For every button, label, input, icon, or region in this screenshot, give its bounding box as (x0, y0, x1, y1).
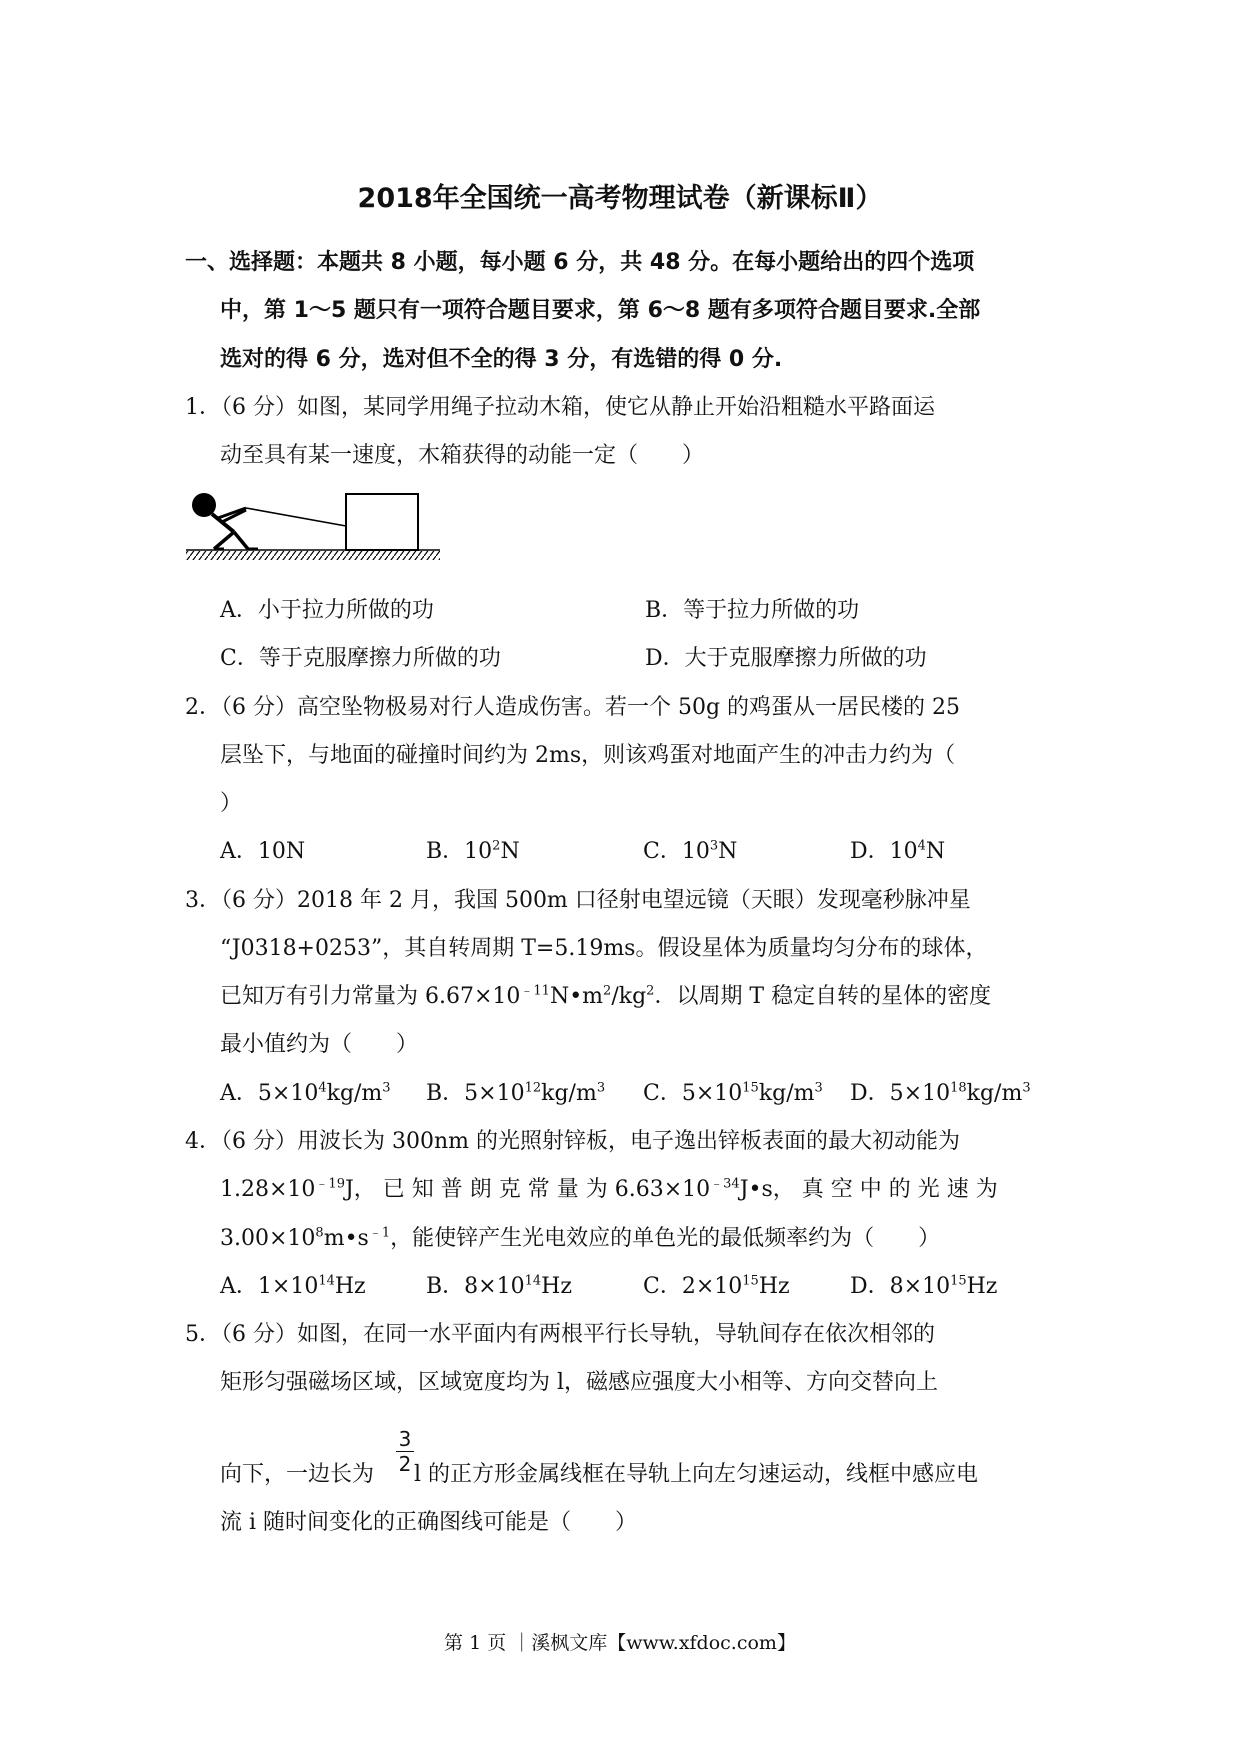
q3-stem-line-2: “J0318+0253”，其自转周期 T=5.19ms。假设星体为质量均匀分布的球体， (220, 936, 988, 961)
q4-option-d: D．$8\times 10^{15}Hz$ (850, 1273, 998, 1299)
q4-option-c: C．$2\times 10^{15}Hz$ (643, 1273, 790, 1299)
q2-option-b: B．$10^2N$ (426, 838, 520, 864)
wooden-box (346, 494, 418, 550)
q5-stem-line-4: 流 i 随时间变化的正确图线可能是（ ） (220, 1510, 638, 1535)
q1-stem-line-2: 动至具有某一速度，木箱获得的动能一定（ ） (220, 443, 705, 468)
q3-stem-line-4: 最小值约为（ ） (220, 1032, 419, 1057)
q1-option-d: D．大于克服摩擦力所做的功 (645, 646, 927, 671)
q3-stem-line-3: 已知万有引力常量为 $6.67\times 10^{﹣11}N•m^2/kg^2$．以周期 T 稳定自转的星体的密度 (220, 983, 992, 1009)
q4-stem-line-2: $1.28\times 10^{﹣19}J$， 已 知 普 朗 克 常 量 为 $6.63\times 10^{﹣34}J•s$， 真 空 中 的 光 速 为 (220, 1176, 998, 1202)
q3-option-a: A．$5\times 10^4kg/m^3$ (220, 1080, 391, 1106)
q4-option-a: A．$1\times 10^{14}Hz$ (220, 1273, 366, 1299)
q4-stem-line-1: 4．（6 分）用波长为 300nm 的光照射锌板，电子逸出锌板表面的最大初动能为 (185, 1129, 960, 1154)
q3-option-c: C．$5\times 10^{15}kg/m^3$ (643, 1080, 823, 1106)
q5-fraction (396, 1428, 414, 1475)
fraction-denominator: 2 (398, 1452, 412, 1476)
q3-stem-line-1: 3．（6 分）2018 年 2 月，我国 500m 口径射电望远镜（天眼）发现毫秒脉冲星 (185, 888, 971, 913)
q2-stem-line-2: 层坠下，与地面的碰撞时间约为 2ms，则该鸡蛋对地面产生的冲击力约为（ (220, 743, 956, 768)
q2-option-a: A．10N (220, 839, 306, 864)
q1-option-a: A．小于拉力所做的功 (220, 598, 434, 623)
ground-hatch (186, 551, 440, 560)
q4-option-b: B．$8\times 10^{14}Hz$ (426, 1273, 572, 1299)
section-instructions-line-3: 选对的得 6 分，选对但不全的得 3 分，有选错的得 0 分. (220, 347, 783, 372)
q3-option-d: D．$5\times 10^{18}kg/m^3$ (850, 1080, 1031, 1106)
person-figure (192, 493, 258, 549)
page-title: 2018年全国统一高考物理试卷（新课标Ⅱ） (357, 183, 883, 214)
q5-stem-line-2: 矩形匀强磁场区域，区域宽度均为 l，磁感应强度大小相等、方向交替向上 (220, 1370, 939, 1395)
q1-option-c: C．等于克服摩擦力所做的功 (220, 646, 501, 671)
page-footer: 第 1 页 ｜溪枫文库【www.xfdoc.com】 (444, 1632, 796, 1654)
q5-stem-line-3a: 向下，一边长为 (220, 1462, 375, 1487)
q5-stem-line-1: 5．（6 分）如图，在同一水平面内有两根平行长导轨，导轨间存在依次相邻的 (185, 1322, 935, 1347)
q3-option-b: B．$5\times 10^{12}kg/m^3$ (426, 1080, 606, 1106)
q4-stem-line-3: $3.00\times 10^8m•s^{﹣1}$，能使锌产生光电效应的单色光的最低频率约为（ ） (220, 1225, 941, 1251)
q2-option-d: D．$10^4N$ (850, 838, 946, 864)
q1-option-b: B．等于拉力所做的功 (645, 598, 860, 623)
q1-figure-pulling-box (184, 484, 444, 564)
rope (246, 508, 346, 526)
q1-stem-line-1: 1．（6 分）如图，某同学用绳子拉动木箱，使它从静止开始沿粗糙水平路面运 (185, 395, 935, 420)
section-instructions-line-1: 一、选择题：本题共 8 小题，每小题 6 分，共 48 分。在每小题给出的四个选项 (185, 250, 975, 275)
q2-stem-line-1: 2．（6 分）高空坠物极易对行人造成伤害。若一个 50g 的鸡蛋从一居民楼的 25 (185, 695, 961, 720)
fraction-numerator: 3 (398, 1427, 412, 1451)
section-instructions-line-2: 中，第 1～5 题只有一项符合题目要求，第 6～8 题有多项符合题目要求.全部 (220, 298, 981, 323)
q5-stem-line-3b: l 的正方形金属线框在导轨上向左匀速运动，线框中感应电 (414, 1462, 979, 1487)
q2-stem-line-3: ） (220, 791, 243, 816)
q2-option-c: C．$10^3N$ (643, 838, 738, 864)
